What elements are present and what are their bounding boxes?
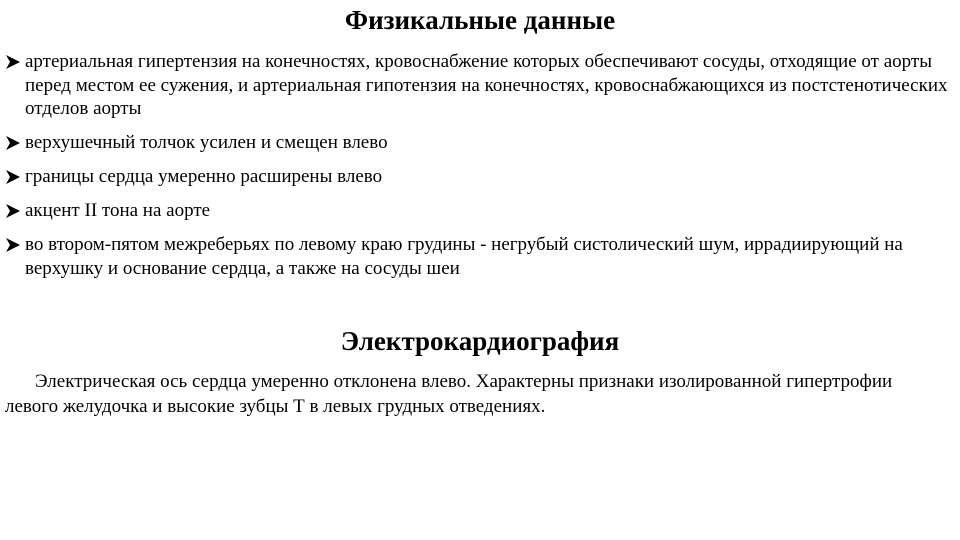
list-item-text: акцент II тона на аорте (25, 200, 211, 221)
list-item-text: во втором-пятом межреберьях по левому краю грудины - негрубый систолический шум, иррадиирующий на верхушку и основание сердца, а также на сосуды шеи (25, 234, 903, 279)
list-item-text: артериальная гипертензия на конечностях, кровоснабжение которых обеспечивают сосуды, отходящие от аорты перед местом ее сужения, и артериальная гипотензия на конечностях, кровоснабжающихся из постстенотических отделов аорты (25, 51, 948, 119)
physical-findings-list (5, 50, 950, 291)
arrowhead-bullet-icon (5, 135, 21, 151)
list-item-text: границы сердца умеренно расширены влево (25, 166, 383, 187)
list-item (5, 50, 950, 121)
list-item (5, 233, 950, 280)
arrowhead-bullet-icon (5, 237, 21, 253)
section-title-ecg: Электрокардиография (340, 326, 620, 356)
list-item (5, 165, 950, 189)
ecg-paragraph: Электрическая ось сердца умеренно отклонена влево. Характерны признаки изолированной гипертрофии левого желудочка и высокие зубцы Т в левых грудных отведениях. (5, 371, 893, 417)
section-title-physical-findings: Физикальные данные (344, 5, 616, 35)
list-item (5, 199, 950, 223)
arrowhead-bullet-icon (5, 54, 21, 70)
list-item-text: верхушечный толчок усилен и смещен влево (25, 132, 388, 153)
arrowhead-bullet-icon (5, 169, 21, 185)
list-item (5, 131, 950, 155)
arrowhead-bullet-icon (5, 203, 21, 219)
